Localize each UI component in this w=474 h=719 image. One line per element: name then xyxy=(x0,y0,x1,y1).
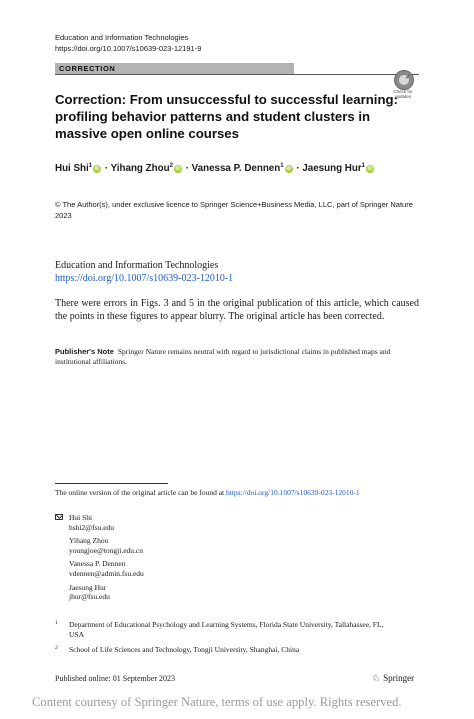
header-rule xyxy=(55,74,419,75)
article-title: Correction: From unsuccessful to successful learning: profiling behavior patterns and student clusters in massive open online courses xyxy=(55,92,398,141)
contact-entry xyxy=(55,583,144,602)
author-affil-sup: 1 xyxy=(280,163,284,169)
online-note-text: The online version of the original article can be found at xyxy=(55,488,225,497)
contact-name: Hui Shi xyxy=(69,513,93,522)
section-bar xyxy=(55,63,294,74)
affiliation-text: School of Life Sciences and Technology, Tongji University, Shanghai, China xyxy=(69,645,300,654)
affiliation-text: Department of Educational Psychology and Learning Systems, Florida State University, Tallahassee, FL, USA xyxy=(69,620,384,639)
author-affil-sup: 1 xyxy=(88,163,93,169)
online-version-note xyxy=(55,488,435,498)
publishers-note-label: Publisher's Note xyxy=(55,347,114,356)
orcid-icon[interactable]: iD xyxy=(367,166,373,172)
footnote-rule xyxy=(55,483,168,484)
author-name[interactable]: Yihang Zhou xyxy=(110,163,170,174)
journal-header xyxy=(55,33,201,54)
contact-email[interactable]: hshi2@fsu.edu xyxy=(69,522,115,532)
orcid-icon[interactable]: iD xyxy=(94,166,100,172)
original-journal: Education and Information Technologies xyxy=(55,260,219,271)
author-affil-sup: 2 xyxy=(169,163,173,169)
check-label-line2: updates xyxy=(394,94,411,99)
online-version-link[interactable]: https://doi.org/10.1007/s10639-023-12010-1 xyxy=(225,488,360,497)
author-name[interactable]: Jaesung Hur xyxy=(302,163,362,174)
original-doi-link[interactable]: https://doi.org/10.1007/s10639-023-12010-1 xyxy=(55,273,234,284)
author-name[interactable]: Hui Shi xyxy=(55,163,89,174)
orcid-icon[interactable]: iD xyxy=(286,166,292,172)
correction-body: There were errors in Figs. 3 and 5 in the original publication of this article, which caused the points in these figures to appear blurry. The original article has been corrected. xyxy=(55,298,419,322)
contact-entry xyxy=(55,513,144,532)
author-separator: · xyxy=(293,163,303,174)
affiliation-2 xyxy=(55,645,395,655)
springer-logo-text: Springer xyxy=(383,673,415,683)
contact-name: Jaesung Hur xyxy=(69,582,107,592)
author-name[interactable]: Vanessa P. Dennen xyxy=(191,163,281,174)
article-doi[interactable]: https://doi.org/10.1007/s10639-023-12191-9 xyxy=(55,43,202,53)
contact-email[interactable]: jhur@fsu.edu xyxy=(69,592,110,602)
author-separator: · xyxy=(102,163,111,174)
publishers-note xyxy=(55,347,423,367)
contact-email[interactable]: youngjoe@tongji.edu.cn xyxy=(69,545,143,555)
courtesy-watermark: Content courtesy of Springer Nature, terms of use apply. Rights reserved. xyxy=(32,695,402,709)
contact-name: Yihang Zhou xyxy=(69,536,109,546)
contact-entry xyxy=(55,559,144,578)
check-for-updates-icon: ✓ xyxy=(394,70,414,90)
contact-email[interactable]: vdennen@admin.fsu.edu xyxy=(69,568,144,578)
author-list xyxy=(55,162,375,175)
copyright-notice: © The Author(s), under exclusive licence to Springer Science+Business Media, LLC, part of Springer Nature 2023 xyxy=(55,200,413,220)
affiliation-1 xyxy=(55,620,395,640)
journal-name: Education and Information Technologies xyxy=(55,33,189,42)
section-label: CORRECTION xyxy=(59,64,116,73)
orcid-icon[interactable]: iD xyxy=(175,166,181,172)
affiliation-number: 1 xyxy=(55,620,58,626)
published-date: Published online: 01 September 2023 xyxy=(55,674,175,683)
original-article-reference xyxy=(55,259,233,285)
contact-entry xyxy=(55,536,144,555)
author-affil-sup: 1 xyxy=(361,163,365,169)
check-label-line1: Check for xyxy=(393,89,413,94)
affiliation-number: 2 xyxy=(55,645,58,651)
contact-list xyxy=(55,513,144,606)
author-separator: · xyxy=(182,163,192,174)
springer-horse-icon: ♘ xyxy=(372,673,381,683)
springer-logo xyxy=(372,673,414,684)
publishers-note-text: Springer Nature remains neutral with regard to jurisdictional claims in published maps and institutional affiliations. xyxy=(55,347,391,366)
contact-name: Vanessa P. Dennen xyxy=(69,559,126,569)
mail-icon xyxy=(55,514,63,520)
